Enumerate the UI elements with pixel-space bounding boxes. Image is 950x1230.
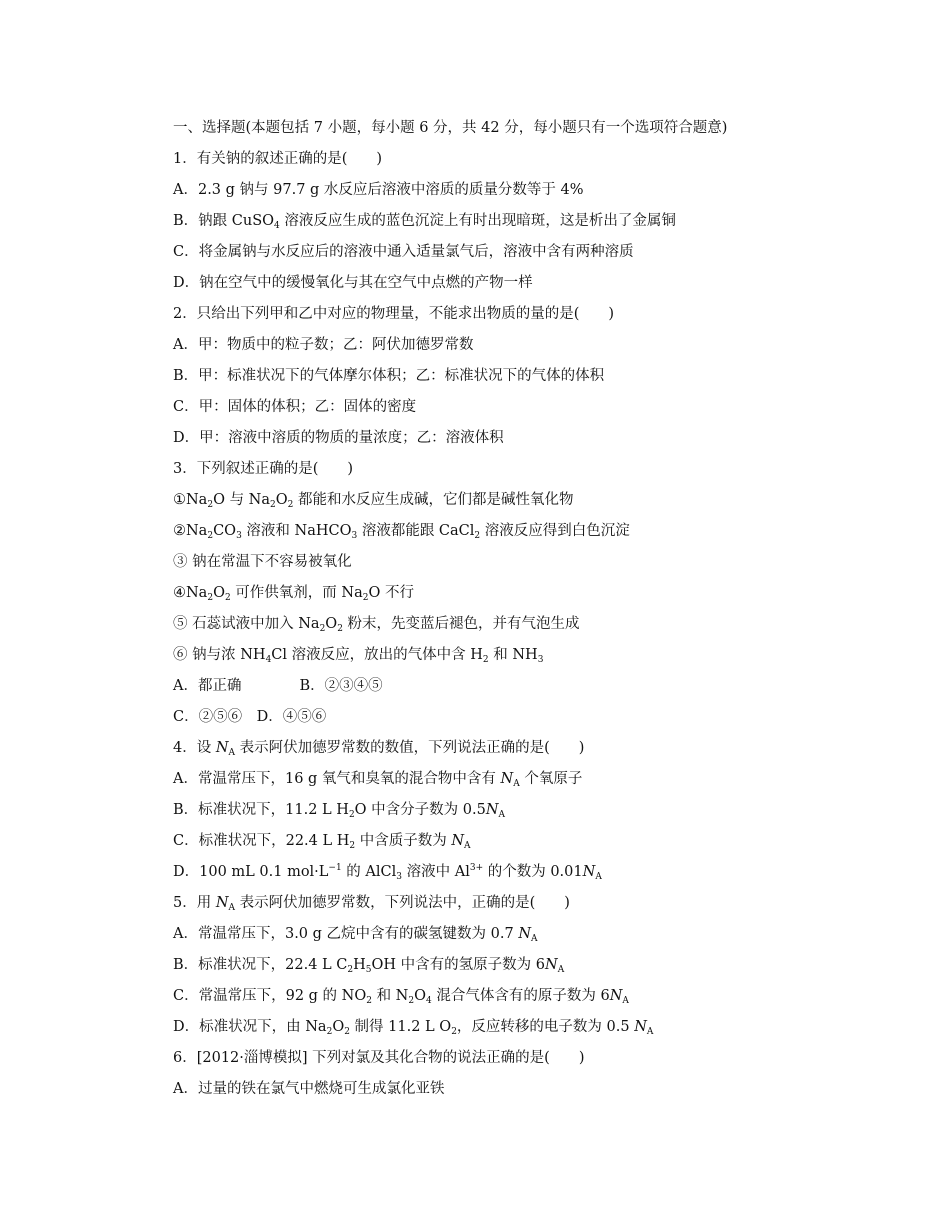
text-line: A．都正确 B．②③④⑤: [173, 678, 383, 694]
text-line: 1．有关钠的叙述正确的是( ): [173, 151, 383, 167]
text-line: 5．用 $N_A$ 表示阿伏加德罗常数，下列说法中，正确的是( ): [173, 895, 570, 913]
text-line: B．钠跟 CuSO$_4$ 溶液反应生成的蓝色沉淀上有时出现暗斑，这是析出了金属铜: [173, 213, 676, 231]
text-line: D．钠在空气中的缓慢氧化与其在空气中点燃的产物一样: [173, 275, 533, 291]
text-line: ③ 钠在常温下不容易被氧化: [173, 554, 352, 570]
text-line: ⑥ 钠与浓 $NH_4Cl$ 溶液反应，放出的气体中含 $H_2$ 和 $NH_3$: [173, 647, 544, 665]
text-line: $①Na_2O$ 与 $Na_2O_2$ 都能和水反应生成碱，它们都是碱性氧化物: [173, 492, 574, 510]
document-page: [173, 113, 873, 1105]
text-line: ⑤ 石蕊试液中加入 $Na_2O_2$ 粉末，先变蓝后褪色，并有气泡生成: [173, 616, 580, 634]
text-line: C．②⑤⑥ D．④⑤⑥: [173, 709, 327, 725]
text-line: A．2.3 g 钠与 97.7 g 水反应后溶液中溶质的质量分数等于 4%: [173, 182, 584, 198]
text-line: B．标准状况下，11.2 L $H_2O$ 中含分子数为 $0.5N_A$: [173, 802, 506, 820]
text-line: B．标准状况下，22.4 L $C_2H_5OH$ 中含有的氢原子数为 $6N_A$: [173, 957, 565, 975]
text-line: D．100 mL 0.1 $mol\cdot L^{-1}$ 的 AlCl$_3$ 溶液中 $Al^{3+}$ 的个数为 $0.01N_A$: [173, 863, 602, 882]
text-line: C．甲：固体的体积；乙：固体的密度: [173, 399, 417, 415]
text-line: A．常温常压下，16 g 氧气和臭氧的混合物中含有 $N_A$ 个氧原子: [173, 771, 583, 789]
text-line: 一、选择题(本题包括 7 小题，每小题 6 分，共 42 分，每小题只有一个选项符合题意): [173, 120, 728, 136]
text-line: C．将金属钠与水反应后的溶液中通入适量氯气后，溶液中含有两种溶质: [173, 244, 634, 260]
text-line: C．常温常压下，92 g 的 $NO_2$ 和 $N_2O_4$ 混合气体含有的原子数为 $6N_A$: [173, 988, 629, 1006]
text-line: C．标准状况下，22.4 L $H_2$ 中含质子数为 $N_A$: [173, 833, 471, 851]
text-line: D．甲：溶液中溶质的物质的量浓度；乙：溶液体积: [173, 430, 504, 446]
text-line: A．甲：物质中的粒子数；乙：阿伏加德罗常数: [173, 337, 474, 353]
text-line: A．过量的铁在氯气中燃烧可生成氯化亚铁: [173, 1081, 445, 1097]
text-line: B．甲：标准状况下的气体摩尔体积；乙：标准状况下的气体的体积: [173, 368, 605, 384]
text-line: 4．设 $N_A$ 表示阿伏加德罗常数的数值，下列说法正确的是( ): [173, 740, 585, 758]
text-line: 3．下列叙述正确的是( ): [173, 461, 354, 477]
text-line: $②Na_2CO_3$ 溶液和 NaHCO$_3$ 溶液都能跟 CaCl$_2$ 溶液反应得到白色沉淀: [173, 523, 630, 541]
text-line: 2．只给出下列甲和乙中对应的物理量，不能求出物质的量的是( ): [173, 306, 615, 322]
text-line: $④Na_2O_2$ 可作供氧剂，而 $Na_2O$ 不行: [173, 585, 414, 603]
text-line: A．常温常压下，3.0 g 乙烷中含有的碳氢键数为 0.7 $N_A$: [173, 926, 538, 944]
text-line: 6．[2012·淄博模拟] 下列对氯及其化合物的说法正确的是( ): [173, 1050, 585, 1066]
text-line: D．标准状况下，由 $Na_2O_2$ 制得 11.2 L $O_2$，反应转移的电子数为 0.5 $N_A$: [173, 1019, 654, 1037]
